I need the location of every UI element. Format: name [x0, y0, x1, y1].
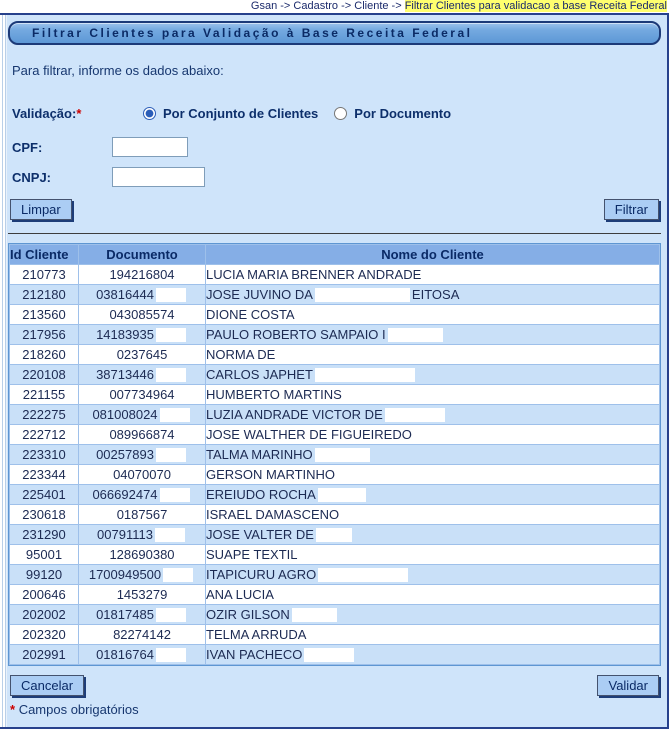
nome-cliente-cell [206, 605, 659, 624]
cnpj-row [8, 167, 661, 187]
nome-value: ITAPICURU AGRO [206, 567, 317, 582]
redaction-mask [156, 368, 186, 382]
id-cliente-cell: 218260 [10, 345, 78, 364]
redaction-mask [160, 488, 190, 502]
documento-cell [79, 385, 205, 404]
limpar-button[interactable]: Limpar [10, 199, 72, 220]
redaction-mask [315, 448, 370, 462]
documento-value: 00791113 [97, 527, 153, 542]
redaction-mask [318, 488, 366, 502]
nome-value: IVAN PACHECO [206, 647, 303, 662]
documento-cell [79, 585, 205, 604]
documento-value: 0187567 [116, 507, 168, 522]
redaction-mask [156, 648, 186, 662]
table-row [10, 405, 659, 424]
nome-cliente-cell [206, 345, 659, 364]
nome-value: OZIR GILSON [206, 607, 290, 622]
table-row [10, 345, 659, 364]
nome-value: TELMA ARRUDA [206, 627, 307, 642]
nome-cliente-cell [206, 465, 659, 484]
nome-cliente-cell [206, 325, 659, 344]
id-cliente-cell: 202991 [10, 645, 78, 664]
id-cliente-cell: 202002 [10, 605, 78, 624]
nome-cliente-cell [206, 565, 659, 584]
radio-conjunto-label: Por Conjunto de Clientes [163, 106, 319, 121]
id-cliente-cell: 222275 [10, 405, 78, 424]
id-cliente-cell: 222712 [10, 425, 78, 444]
redaction-mask [318, 568, 408, 582]
cancelar-button[interactable]: Cancelar [10, 675, 84, 696]
table-row [10, 265, 659, 284]
documento-value: 38713446 [96, 367, 154, 382]
table-row [10, 485, 659, 504]
nome-value-suffix: EITOSA [411, 287, 460, 302]
nome-value: EREIUDO ROCHA [206, 487, 316, 502]
nome-cliente-cell [206, 405, 659, 424]
table-row [10, 465, 659, 484]
filter-actions-row [8, 199, 661, 220]
id-cliente-cell: 231290 [10, 525, 78, 544]
nome-value: HUMBERTO MARTINS [206, 387, 342, 402]
nome-value: ANA LUCIA [206, 587, 274, 602]
documento-value: 01817485 [96, 607, 154, 622]
nome-cliente-cell [206, 485, 659, 504]
validation-label-text: Validação: [12, 106, 77, 121]
cpf-input[interactable] [112, 137, 188, 157]
table-row [10, 505, 659, 524]
breadcrumb [0, 0, 669, 13]
nome-value: JOSE WALTHER DE FIGUEIREDO [206, 427, 412, 442]
content-area [8, 15, 661, 727]
id-cliente-cell: 99120 [10, 565, 78, 584]
documento-value: 043085574 [109, 307, 175, 322]
nome-value: TALMA MARINHO [206, 447, 313, 462]
redaction-mask [163, 568, 193, 582]
redaction-mask [156, 328, 186, 342]
intro-text: Para filtrar, informe os dados abaixo: [12, 63, 224, 78]
documento-value: 04070070 [113, 467, 171, 482]
documento-value: 194216804 [109, 267, 175, 282]
documento-cell [79, 625, 205, 644]
redaction-mask [315, 368, 415, 382]
documento-value: 1700949500 [88, 567, 162, 582]
cpf-label: CPF: [12, 139, 43, 155]
radio-por-conjunto-de-clientes[interactable] [143, 106, 318, 121]
table-row [10, 625, 659, 644]
documento-cell [79, 645, 205, 664]
id-cliente-cell: 210773 [10, 265, 78, 284]
documento-cell [79, 525, 205, 544]
table-row [10, 325, 659, 344]
nome-value: SUAPE TEXTIL [206, 547, 298, 562]
radio-documento-label: Por Documento [354, 106, 452, 121]
table-row [10, 605, 659, 624]
table-row [10, 585, 659, 604]
documento-value: 066692474 [92, 487, 158, 502]
id-cliente-cell: 212180 [10, 285, 78, 304]
radio-documento-input[interactable] [334, 107, 347, 120]
results-table [8, 243, 661, 666]
required-asterisk: * [76, 106, 82, 121]
table-row [10, 285, 659, 304]
results-tbody [10, 265, 659, 664]
header-nome-cliente: Nome do Cliente [206, 245, 659, 264]
redaction-mask [156, 608, 186, 622]
documento-cell [79, 545, 205, 564]
cnpj-label: CNPJ: [12, 169, 52, 185]
redaction-mask [160, 408, 190, 422]
id-cliente-cell: 220108 [10, 365, 78, 384]
validation-label [12, 106, 112, 121]
nome-value: ISRAEL DAMASCENO [206, 507, 340, 522]
documento-cell [79, 345, 205, 364]
id-cliente-cell: 202320 [10, 625, 78, 644]
nome-value: JOSE VALTER DE [206, 527, 314, 542]
breadcrumb-current-page: Filtrar Clientes para validacao a base Receita Federal [404, 0, 667, 12]
documento-cell [79, 505, 205, 524]
nome-cliente-cell [206, 285, 659, 304]
documento-cell [79, 285, 205, 304]
nome-value: CARLOS JAPHET [206, 367, 313, 382]
table-row [10, 425, 659, 444]
header-id-cliente: Id Cliente [10, 245, 78, 264]
id-cliente-cell: 200646 [10, 585, 78, 604]
filtrar-button[interactable]: Filtrar [604, 199, 659, 220]
documento-cell [79, 485, 205, 504]
radio-conjunto-input[interactable] [143, 107, 156, 120]
left-frame-border [0, 15, 7, 727]
validar-button[interactable]: Validar [597, 675, 659, 696]
id-cliente-cell: 223344 [10, 465, 78, 484]
documento-value: 82274142 [113, 627, 171, 642]
breadcrumb-path: Gsan -> Cadastro -> Cliente -> [250, 0, 405, 12]
table-row [10, 565, 659, 584]
documento-value: 007734964 [109, 387, 175, 402]
table-row [10, 645, 659, 664]
documento-value: 1453279 [116, 587, 168, 602]
documento-value: 128690380 [109, 547, 175, 562]
documento-value: 0237645 [116, 347, 168, 362]
nome-cliente-cell [206, 305, 659, 324]
nome-cliente-cell [206, 265, 659, 284]
nome-value: PAULO ROBERTO SAMPAIO I [206, 327, 386, 342]
cpf-row [8, 137, 661, 157]
nome-cliente-cell [206, 645, 659, 664]
nome-value: NORMA DE [206, 347, 276, 362]
redaction-mask [156, 448, 186, 462]
table-row [10, 365, 659, 384]
redaction-mask [304, 648, 354, 662]
nome-cliente-cell [206, 365, 659, 384]
id-cliente-cell: 217956 [10, 325, 78, 344]
redaction-mask [388, 328, 443, 342]
documento-value: 03816444 [96, 287, 154, 302]
documento-cell [79, 365, 205, 384]
id-cliente-cell: 230618 [10, 505, 78, 524]
documento-cell [79, 465, 205, 484]
documento-cell [79, 445, 205, 464]
nome-value: LUZIA ANDRADE VICTOR DE [206, 407, 383, 422]
nome-cliente-cell [206, 445, 659, 464]
documento-cell [79, 565, 205, 584]
documento-value: 00257893 [96, 447, 154, 462]
table-header-row [10, 245, 659, 264]
id-cliente-cell: 213560 [10, 305, 78, 324]
footer-actions-row [8, 675, 661, 696]
table-row [10, 305, 659, 324]
documento-cell [79, 425, 205, 444]
redaction-mask [385, 408, 445, 422]
main-panel [0, 13, 669, 729]
redaction-mask [156, 288, 186, 302]
page-title-text: Filtrar Clientes para Validação à Base Receita Federal [32, 26, 473, 40]
table-row [10, 525, 659, 544]
documento-value: 01816764 [96, 647, 154, 662]
nome-value: GERSON MARTINHO [206, 467, 336, 482]
documento-value: 14183935 [96, 327, 154, 342]
redaction-mask [315, 288, 410, 302]
documento-value: 089966874 [109, 427, 175, 442]
required-fields-note [8, 702, 661, 717]
table-row [10, 445, 659, 464]
nome-cliente-cell [206, 505, 659, 524]
page-title [8, 21, 661, 45]
nome-value: DIONE COSTA [206, 307, 295, 322]
nome-cliente-cell [206, 525, 659, 544]
id-cliente-cell: 223310 [10, 445, 78, 464]
id-cliente-cell: 95001 [10, 545, 78, 564]
redaction-mask [316, 528, 352, 542]
table-row [10, 545, 659, 564]
required-note-asterisk: * [10, 702, 16, 717]
documento-cell [79, 265, 205, 284]
header-documento: Documento [79, 245, 205, 264]
nome-value: LUCIA MARIA BRENNER ANDRADE [206, 267, 422, 282]
cnpj-input[interactable] [112, 167, 205, 187]
nome-cliente-cell [206, 425, 659, 444]
id-cliente-cell: 225401 [10, 485, 78, 504]
nome-cliente-cell [206, 545, 659, 564]
documento-cell [79, 405, 205, 424]
validation-row [8, 106, 661, 121]
documento-cell [79, 605, 205, 624]
documento-value: 081008024 [92, 407, 158, 422]
id-cliente-cell: 221155 [10, 385, 78, 404]
documento-cell [79, 325, 205, 344]
radio-por-documento[interactable] [334, 106, 451, 121]
section-divider [8, 233, 661, 234]
nome-cliente-cell [206, 625, 659, 644]
nome-value: JOSE JUVINO DA [206, 287, 313, 302]
documento-cell [79, 305, 205, 324]
nome-cliente-cell [206, 385, 659, 404]
required-note-text: Campos obrigatórios [18, 702, 139, 717]
redaction-mask [292, 608, 337, 622]
nome-cliente-cell [206, 585, 659, 604]
redaction-mask [155, 528, 185, 542]
table-row [10, 385, 659, 404]
